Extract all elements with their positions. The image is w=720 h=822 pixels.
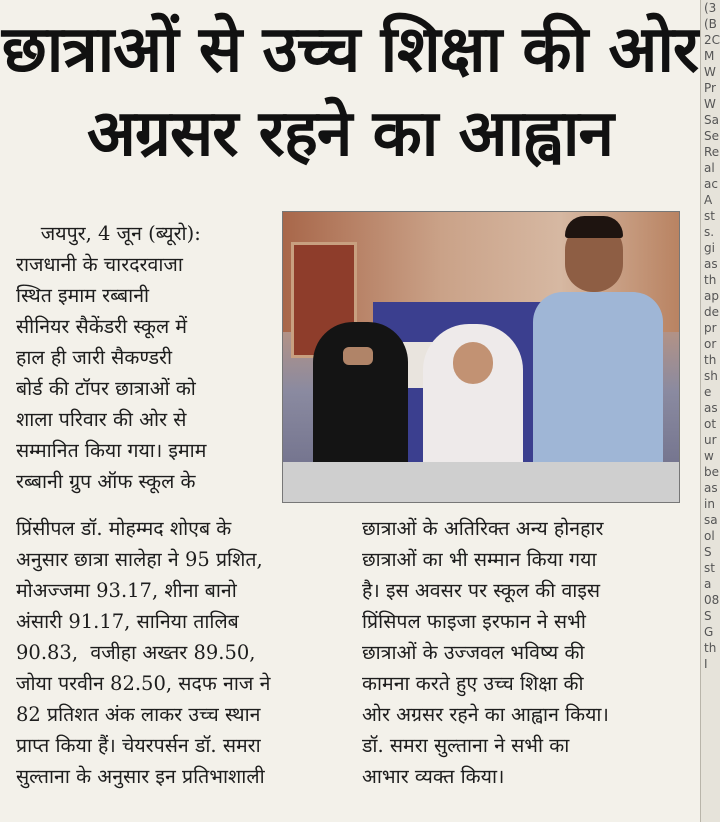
headline-line-2: अग्रसर रहने का आह्वान — [86, 97, 614, 171]
article-column-2 — [362, 513, 686, 792]
adjacent-column-fragment: W — [704, 65, 716, 79]
adjacent-column-fragment: as — [704, 481, 718, 495]
article-line: ओर अग्रसर रहने का आह्वान किया। — [362, 703, 609, 726]
article-line: शाला परिवार की ओर से — [16, 408, 187, 431]
adjacent-column-fragment: Se — [704, 129, 719, 143]
adjacent-column-fragment: pr — [704, 321, 717, 335]
article-line: है। इस अवसर पर स्कूल की वाइस — [362, 579, 601, 602]
adjacent-column-fragment: 2C — [704, 33, 720, 47]
article-line: सीनियर सैकेंडरी स्कूल में — [16, 315, 188, 338]
adjacent-column-fragment: a — [704, 577, 712, 591]
photo-person-middle-face — [453, 342, 493, 384]
adjacent-column-fragment: ap — [704, 289, 719, 303]
headline — [0, 8, 700, 176]
adjacent-column-fragment: sa — [704, 513, 718, 527]
article-line: हाल ही जारी सैकण्डरी — [16, 346, 173, 369]
adjacent-column-fragment: gi — [704, 241, 715, 255]
adjacent-column-fragment: ur — [704, 433, 717, 447]
article-line: रब्बानी ग्रुप ऑफ स्कूल के — [16, 470, 196, 493]
news-photo — [282, 211, 680, 503]
article-line: प्रिंसीपल डॉ. मोहम्मद शोएब के — [16, 517, 232, 540]
adjacent-column-fragment: w — [704, 449, 714, 463]
adjacent-column-fragment: or — [704, 337, 717, 351]
article-line: छात्राओं का भी सम्मान किया गया — [362, 548, 597, 571]
article-line: छात्राओं के अतिरिक्त अन्य होनहार — [362, 517, 604, 540]
adjacent-column-fragment: (3 — [704, 1, 717, 15]
adjacent-column-fragment: th — [704, 353, 717, 367]
article-line: स्थित इमाम रब्बानी — [16, 284, 150, 307]
adjacent-column-fragment: th — [704, 273, 717, 287]
article-column-1-lower — [16, 513, 352, 792]
article-line: कामना करते हुए उच्च शिक्षा की — [362, 672, 584, 695]
adjacent-column-fragment: th — [704, 641, 717, 655]
adjacent-column-fragment: al — [704, 161, 715, 175]
adjacent-column-fragment: Re — [704, 145, 720, 159]
adjacent-column-fragment: 08 — [704, 593, 720, 607]
article-line: मोअज्जमा 93.17, शीना बानो — [16, 579, 237, 602]
article-line: अंसारी 91.17, सानिया तालिब — [16, 610, 239, 633]
adjacent-column-fragment: st — [704, 209, 715, 223]
adjacent-column-fragment: de — [704, 305, 719, 319]
adjacent-column-clip — [700, 0, 720, 822]
adjacent-column-fragment: W — [704, 97, 716, 111]
photo-table — [283, 462, 679, 502]
adjacent-column-fragment: be — [704, 465, 719, 479]
article-line: बोर्ड की टॉपर छात्राओं को — [16, 377, 196, 400]
adjacent-column-fragment: st — [704, 561, 715, 575]
headline-line-1: छात्राओं से उच्च शिक्षा की ओर — [1, 13, 699, 87]
article-line: 90.83, वजीहा अख्तर 89.50, — [16, 641, 256, 664]
adjacent-column-fragment: in — [704, 497, 715, 511]
adjacent-column-fragment: S — [704, 545, 712, 559]
adjacent-column-fragment: Sa — [704, 113, 719, 127]
adjacent-column-fragment: (B — [704, 17, 717, 31]
adjacent-column-fragment: e — [704, 385, 712, 399]
adjacent-column-fragment: ol — [704, 529, 715, 543]
article-line: जोया परवीन 82.50, सदफ नाज ने — [16, 672, 271, 695]
adjacent-column-fragment: s. — [704, 225, 715, 239]
adjacent-column-fragment: as — [704, 401, 718, 415]
photo-person-right-hair — [565, 216, 623, 238]
adjacent-column-fragment: A — [704, 193, 713, 207]
article-line: प्राप्त किया हैं। चेयरपर्सन डॉ. समरा — [16, 734, 261, 757]
adjacent-column-fragment: G — [704, 625, 714, 639]
article-line: जयपुर, 4 जून (ब्यूरो): — [16, 222, 201, 245]
article-line: 82 प्रतिशत अंक लाकर उच्च स्थान — [16, 703, 261, 726]
adjacent-column-fragment: ac — [704, 177, 718, 191]
article-line: अनुसार छात्रा सालेहा ने 95 प्रशित, — [16, 548, 263, 571]
article-line: आभार व्यक्त किया। — [362, 765, 505, 788]
article-line: प्रिंसिपल फाइजा इरफान ने सभी — [362, 610, 586, 633]
adjacent-column-fragment: Pr — [704, 81, 716, 95]
adjacent-column-fragment: ot — [704, 417, 717, 431]
article-line: सम्मानित किया गया। इमाम — [16, 439, 207, 462]
article-line: सुल्ताना के अनुसार इन प्रतिभाशाली — [16, 765, 265, 788]
adjacent-column-fragment: sh — [704, 369, 718, 383]
adjacent-column-fragment: S — [704, 609, 712, 623]
article-line: राजधानी के चारदरवाजा — [16, 253, 183, 276]
adjacent-column-fragment: M — [704, 49, 715, 63]
article-column-1 — [16, 218, 278, 497]
article-line: डॉ. समरा सुल्ताना ने सभी का — [362, 734, 570, 757]
photo-person-left-face — [343, 347, 373, 365]
adjacent-column-fragment: I — [704, 657, 708, 671]
adjacent-column-fragment: as — [704, 257, 718, 271]
article-line: छात्राओं के उज्जवल भविष्य की — [362, 641, 585, 664]
